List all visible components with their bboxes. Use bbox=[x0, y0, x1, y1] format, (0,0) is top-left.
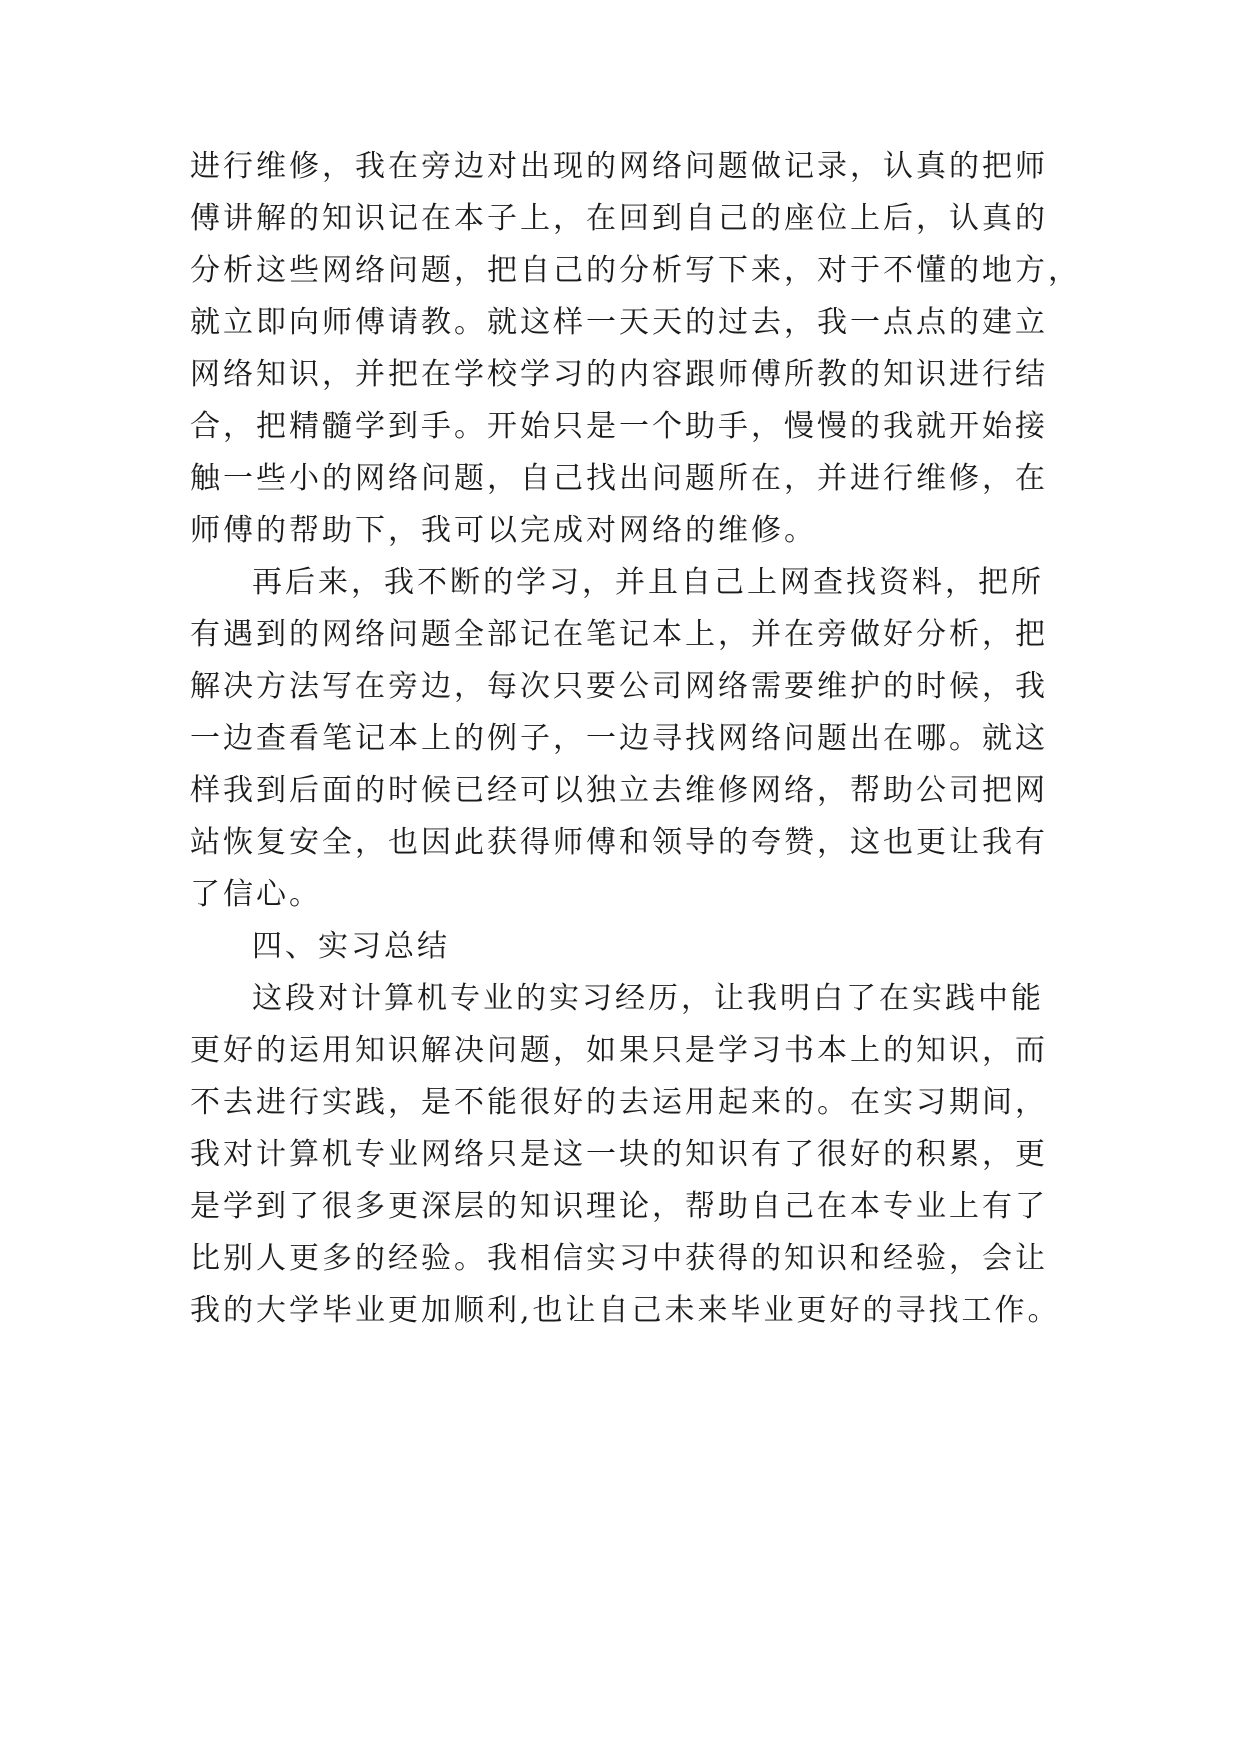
paragraph-first-line: 这段对计算机专业的实习经历，让我明白了在实践中能 bbox=[252, 981, 1044, 1016]
text-line: 就立即向师傅请教。就这样一天天的过去，我一点点的建立 bbox=[190, 305, 1048, 340]
text-line: 不去进行实践，是不能很好的去运用起来的。在实习期间， bbox=[190, 1085, 1048, 1120]
text-line: 了信心。 bbox=[190, 877, 322, 912]
text-line: 站恢复安全，也因此获得师傅和领导的夸赞，这也更让我有 bbox=[190, 825, 1048, 860]
text-line: 进行维修，我在旁边对出现的网络问题做记录，认真的把师 bbox=[190, 149, 1048, 184]
text-line: 解决方法写在旁边，每次只要公司网络需要维护的时候，我 bbox=[190, 669, 1048, 704]
text-line: 我的大学毕业更加顺利,也让自己未来毕业更好的寻找工作。 bbox=[190, 1293, 1061, 1328]
text-line: 比别人更多的经验。我相信实习中获得的知识和经验，会让 bbox=[190, 1241, 1048, 1276]
text-line: 触一些小的网络问题，自己找出问题所在，并进行维修，在 bbox=[190, 461, 1048, 496]
text-line: 傅讲解的知识记在本子上，在回到自己的座位上后，认真的 bbox=[190, 201, 1048, 236]
text-line: 一边查看笔记本上的例子，一边寻找网络问题出在哪。就这 bbox=[190, 721, 1048, 756]
text-line: 更好的运用知识解决问题，如果只是学习书本上的知识，而 bbox=[190, 1033, 1048, 1068]
text-line: 样我到后面的时候已经可以独立去维修网络，帮助公司把网 bbox=[190, 773, 1048, 808]
paragraph-first-line: 再后来，我不断的学习，并且自己上网查找资料，把所 bbox=[252, 565, 1044, 600]
text-line: 合，把精髓学到手。开始只是一个助手，慢慢的我就开始接 bbox=[190, 409, 1048, 444]
text-line: 分析这些网络问题，把自己的分析写下来，对于不懂的地方， bbox=[190, 253, 1081, 288]
section-heading: 四、实习总结 bbox=[252, 929, 450, 964]
text-line: 我对计算机专业网络只是这一块的知识有了很好的积累，更 bbox=[190, 1137, 1048, 1172]
text-line: 是学到了很多更深层的知识理论，帮助自己在本专业上有了 bbox=[190, 1189, 1048, 1224]
text-line: 有遇到的网络问题全部记在笔记本上，并在旁做好分析，把 bbox=[190, 617, 1048, 652]
text-line: 网络知识，并把在学校学习的内容跟师傅所教的知识进行结 bbox=[190, 357, 1048, 392]
text-line: 师傅的帮助下，我可以完成对网络的维修。 bbox=[190, 513, 817, 548]
